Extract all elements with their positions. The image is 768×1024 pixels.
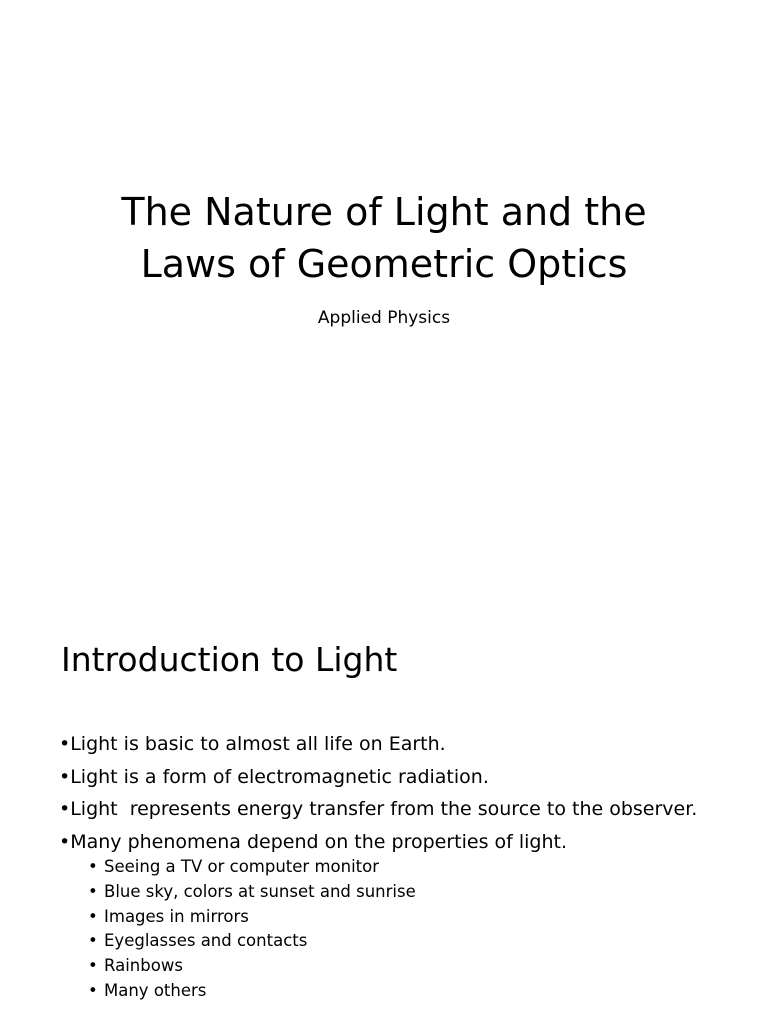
bullet-icon: • [88,980,98,1000]
sub-bullet-text: Rainbows [104,956,183,976]
sub-bullet-list [88,855,416,1004]
sub-bullet-item [88,855,416,880]
slide-heading: Introduction to Light [61,640,398,679]
bullet-item: •Light is basic to almost all life on Earth. [59,733,446,755]
bullet-icon: • [88,956,98,976]
sub-bullet-item [88,929,416,954]
sub-bullet-item [88,880,416,905]
bullet-icon: • [88,906,98,926]
sub-bullet-text: Eyeglasses and contacts [104,931,308,951]
bullet-item: •Light represents energy transfer from the source to the observer. [59,798,698,820]
sub-bullet-text: Many others [104,980,207,1000]
sub-bullet-item [88,954,416,979]
sub-bullet-item [88,979,416,1004]
sub-bullet-item [88,905,416,930]
bullet-icon: • [88,857,98,876]
slide-title: The Nature of Light and the Laws of Geometric Optics [121,190,647,286]
bullet-icon: • [88,931,98,951]
content-slide [0,580,768,1024]
sub-bullet-text: Images in mirrors [104,906,249,926]
bullet-item: •Light is a form of electromagnetic radiation. [59,765,489,788]
bullet-item: •Many phenomena depend on the properties of light. [59,830,568,853]
slide-subtitle: Applied Physics [317,308,451,328]
sub-bullet-text: Blue sky, colors at sunset and sunrise [104,881,416,901]
bullet-list [59,728,697,858]
sub-bullet-text: Seeing a TV or computer monitor [104,857,380,876]
bullet-icon: • [88,881,98,901]
